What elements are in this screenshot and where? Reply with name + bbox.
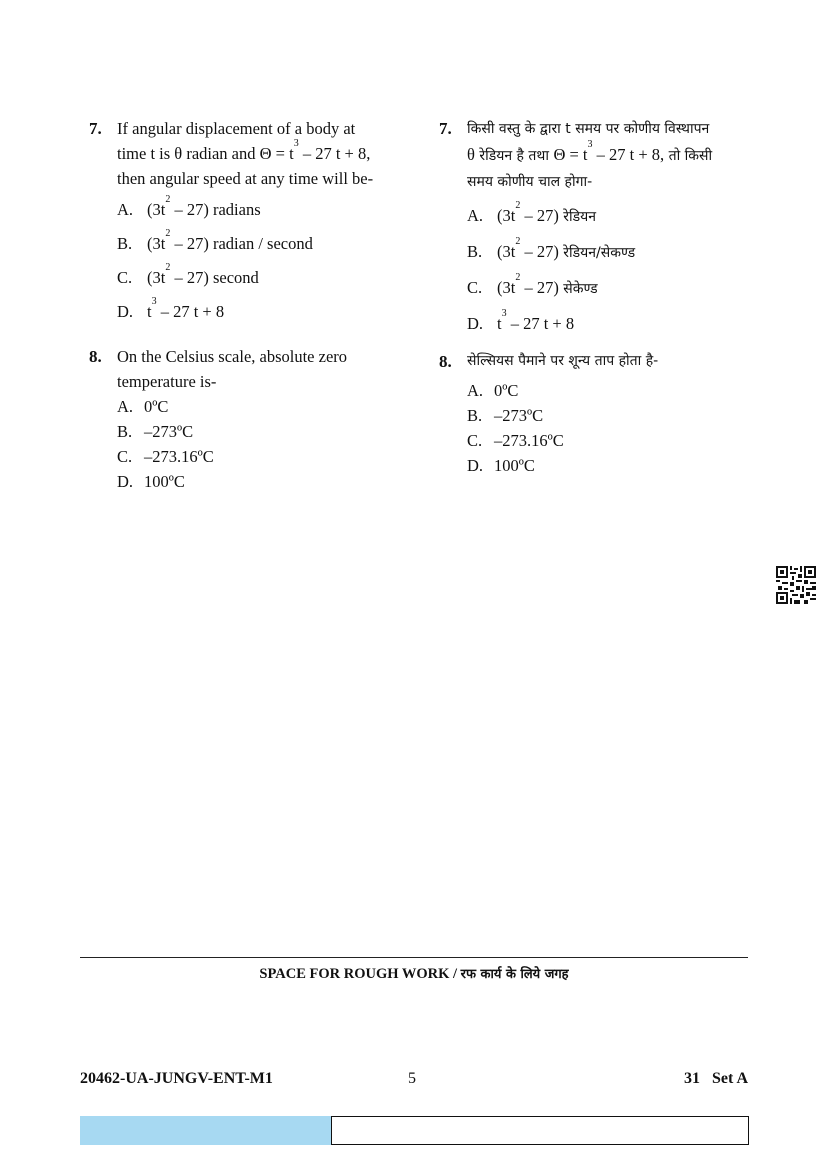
- option-c[interactable]: C. –273.16ºC: [117, 447, 214, 466]
- option-b[interactable]: B. –273ºC: [117, 422, 194, 441]
- option-d[interactable]: D. 100ºC: [467, 456, 535, 475]
- footer-color-bar: [80, 1116, 332, 1145]
- question-number: 8.: [89, 347, 102, 366]
- question-number: 7.: [89, 119, 102, 138]
- option-b[interactable]: B. –273ºC: [467, 406, 544, 425]
- option-a[interactable]: A. 0ºC: [117, 397, 169, 416]
- rough-work-title: SPACE FOR ROUGH WORK / रफ कार्य के लिये जगह: [259, 966, 569, 982]
- option-c[interactable]: C. $(3t^2 - 27)$ सेकेण्ड: [467, 272, 598, 297]
- question-text-line: On the Celsius scale, absolute zero: [117, 347, 348, 366]
- qr-code-icon: [776, 566, 816, 604]
- page-number: 5: [408, 1070, 416, 1087]
- footer-entry-box: [331, 1116, 749, 1145]
- option-d[interactable]: D. $t^3 - 27$ t + 8: [117, 296, 225, 321]
- rough-work-divider: [80, 957, 748, 958]
- option-c[interactable]: C. –273.16ºC: [467, 431, 564, 450]
- question-8-en: [89, 344, 447, 494]
- option-b[interactable]: B. $(3t^2 - 27)$ रेडियन/सेकण्ड: [467, 236, 636, 261]
- option-c[interactable]: C. $(3t^2 - 27)$ second: [117, 262, 259, 287]
- option-a[interactable]: A. 0ºC: [467, 381, 519, 400]
- option-d[interactable]: D. $t^3 - 27$ t + 8: [467, 308, 575, 333]
- question-text-line: सेल्सियस पैमाने पर शून्य ताप होता है-: [467, 353, 659, 369]
- question-7-hi: [439, 116, 757, 337]
- hindi-column: [439, 116, 757, 478]
- question-text-line: समय कोणीय चाल होगा-: [467, 174, 593, 190]
- question-text-line: If angular displacement of a body at: [117, 119, 356, 138]
- question-7-en: [89, 116, 447, 324]
- question-number: 7.: [439, 119, 452, 138]
- paper-code: 20462-UA-JUNGV-ENT-M1: [80, 1070, 273, 1087]
- question-8-hi: [439, 349, 757, 478]
- option-a[interactable]: A. $(3t^2 - 27)$ radians: [117, 194, 261, 219]
- set-label: 31 Set A: [684, 1070, 748, 1087]
- question-number: 8.: [439, 352, 452, 371]
- question-text-line: किसी वस्तु के द्वारा t समय पर कोणीय विस्थापन: [467, 121, 710, 137]
- question-text-line: θ रेडियन है तथा $\Theta = t^3 - 27$ t + 8, तो किसी: [467, 139, 713, 164]
- option-d[interactable]: D. 100ºC: [117, 472, 185, 491]
- question-text-line: then angular speed at any time will be-: [117, 169, 374, 188]
- english-column: [89, 116, 447, 494]
- question-text-line: time t is θ radian and $\Theta = t^3 - 27$ t + 8,: [117, 138, 371, 163]
- question-text-line: temperature is-: [117, 372, 217, 391]
- option-a[interactable]: A. $(3t^2 - 27)$ रेडियन: [467, 200, 597, 225]
- option-b[interactable]: B. $(3t^2 - 27)$ radian / second: [117, 228, 313, 253]
